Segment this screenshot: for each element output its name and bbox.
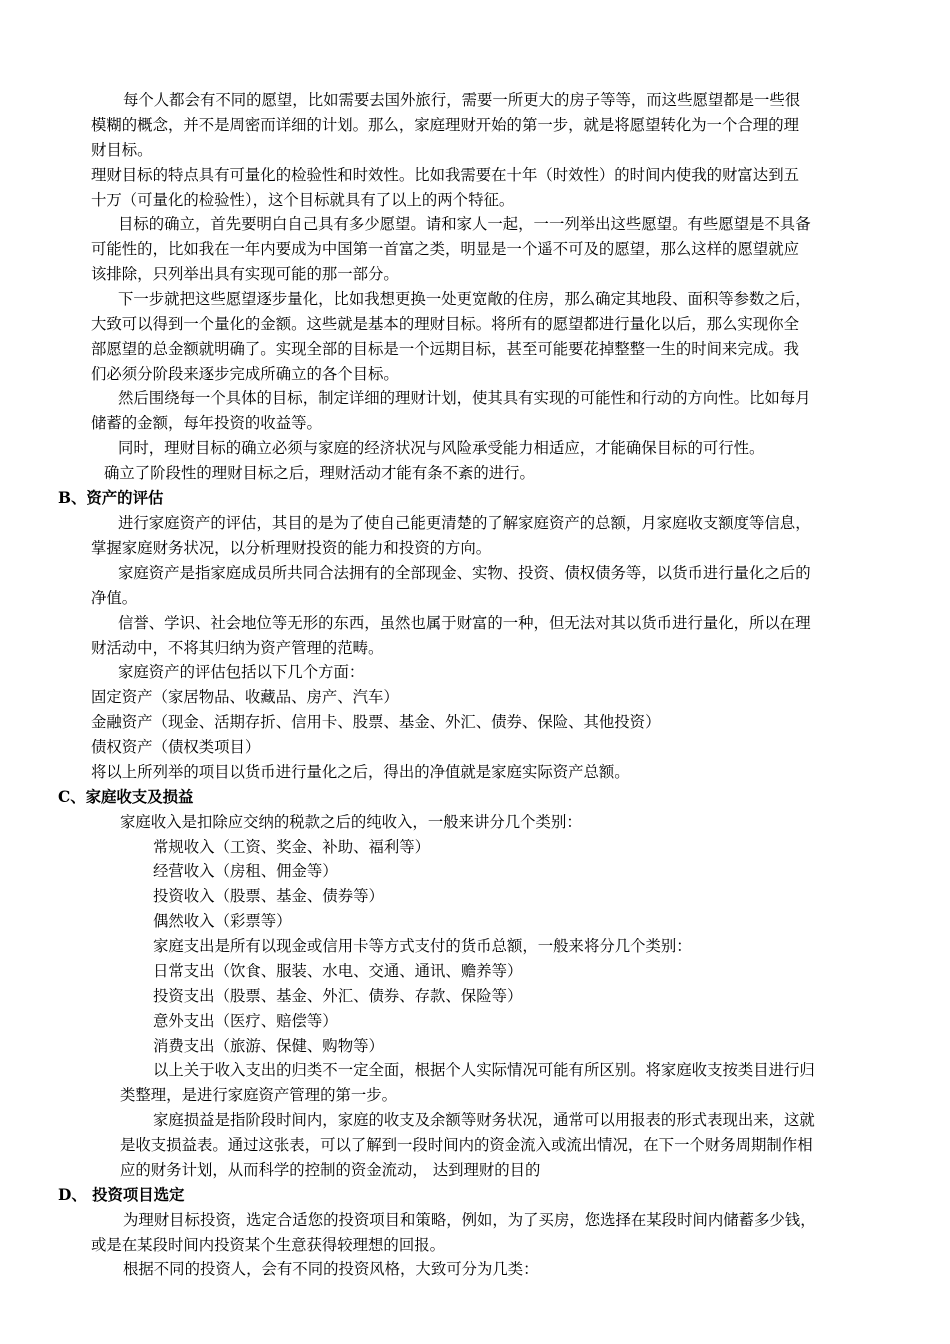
list-item: 投资收入（股票、基金、债券等） [153,887,384,905]
paragraph-line: 应的财务计划，从而科学的控制的资金流动， 达到理财的目的 [120,1161,541,1179]
paragraph-line: 下一步就把这些愿望逐步量化，比如我想更换一处更宽敞的住房，那么确定其地段、面积等参数之后， [118,290,811,308]
paragraph-line: 大致可以得到一个量化的金额。这些就是基本的理财目标。将所有的愿望都进行量化以后，那么实现你全 [91,315,799,333]
paragraph-line: 们必须分阶段来逐步完成所确立的各个目标。 [91,365,399,383]
paragraph-line: 进行家庭资产的评估，其目的是为了使自己能更清楚的了解家庭资产的总额，月家庭收支额度等信息， [118,514,811,532]
paragraph-line: 目标的确立，首先要明白自己具有多少愿望。请和家人一起，一一列举出这些愿望。有些愿望是不具备 [118,215,811,233]
section-heading-b: B、资产的评估 [58,489,164,507]
list-item: 债权资产（债权类项目） [91,738,261,756]
paragraph-line: 部愿望的总金额就明确了。实现全部的目标是一个远期目标，甚至可能要花掉整整一生的时间来完成。我 [91,340,799,358]
paragraph-line: 家庭损益是指阶段时间内，家庭的收支及余额等财务状况，通常可以用报表的形式表现出来，这就 [153,1111,815,1129]
list-item: 消费支出（旅游、保健、购物等） [153,1037,384,1055]
paragraph-line: 信誉、学识、社会地位等无形的东西，虽然也属于财富的一种，但无法对其以货币进行量化，所以在理 [118,614,811,632]
paragraph-line: 财目标。 [91,141,153,159]
paragraph-line: 储蓄的金额，每年投资的收益等。 [91,414,322,432]
paragraph-line: 每个人都会有不同的愿望，比如需要去国外旅行，需要一所更大的房子等等，而这些愿望都是一些很 [123,91,801,109]
paragraph-line: 或是在某段时间内投资某个生意获得较理想的回报。 [91,1236,445,1254]
paragraph-line: 是收支损益表。通过这张表，可以了解到一段时间内的资金流入或流出情况，在下一个财务周期制作相 [120,1136,813,1154]
paragraph-line: 家庭资产是指家庭成员所共同合法拥有的全部现金、实物、投资、债权债务等，以货币进行量化之后的 [118,564,811,582]
list-item: 经营收入（房租、佣金等） [153,862,338,880]
list-item: 金融资产（现金、活期存折、信用卡、股票、基金、外汇、债券、保险、其他投资） [91,713,661,731]
list-item: 偶然收入（彩票等） [153,912,292,930]
list-item: 固定资产（家居物品、收藏品、房产、汽车） [91,688,399,706]
list-item: 意外支出（医疗、赔偿等） [153,1012,338,1030]
paragraph-line: 根据不同的投资人，会有不同的投资风格，大致可分为几类： [123,1260,539,1278]
paragraph-line: 该排除，只列举出具有实现可能的那一部分。 [91,265,399,283]
list-item: 投资支出（股票、基金、外汇、债券、存款、保险等） [153,987,523,1005]
section-heading-d: D、 投资项目选定 [58,1186,185,1204]
paragraph-line: 净值。 [91,589,138,607]
paragraph-line: 然后围绕每一个具体的目标，制定详细的理财计划，使其具有实现的可能性和行动的方向性。比如每月 [118,389,811,407]
paragraph-line: 可能性的，比如我在一年内要成为中国第一首富之类，明显是一个遥不可及的愿望，那么这样的愿望就应 [91,240,799,258]
paragraph-line: 十万（可量化的检验性），这个目标就具有了以上的两个特征。 [91,191,515,209]
paragraph-line: 财活动中，不将其归纳为资产管理的范畴。 [91,639,384,657]
paragraph-line: 确立了阶段性的理财目标之后，理财活动才能有条不紊的进行。 [104,464,535,482]
paragraph-line: 类整理，是进行家庭资产管理的第一步。 [120,1086,398,1104]
paragraph-line: 以上关于收入支出的归类不一定全面，根据个人实际情况可能有所区别。将家庭收支按类目进行归 [153,1061,815,1079]
paragraph-line: 将以上所列举的项目以货币进行量化之后，得出的净值就是家庭实际资产总额。 [91,763,630,781]
paragraph-line: 同时，理财目标的确立必须与家庭的经济状况与风险承受能力相适应，才能确保目标的可行性。 [118,439,765,457]
list-item: 常规收入（工资、奖金、补助、福利等） [153,838,431,856]
paragraph-line: 家庭资产的评估包括以下几个方面： [118,663,365,681]
paragraph-line: 家庭支出是所有以现金或信用卡等方式支付的货币总额，一般来将分几个类别： [153,937,692,955]
paragraph-line: 理财目标的特点具有可量化的检验性和时效性。比如我需要在十年（时效性）的时间内使我的财富达到五 [91,166,799,184]
list-item: 日常支出（饮食、服装、水电、交通、通讯、赡养等） [153,962,523,980]
paragraph-line: 为理财目标投资，选定合适您的投资项目和策略，例如，为了买房，您选择在某段时间内储蓄多少钱， [123,1211,816,1229]
paragraph-line: 家庭收入是扣除应交纳的税款之后的纯收入，一般来讲分几个类别： [120,813,582,831]
paragraph-line: 模糊的概念，并不是周密而详细的计划。那么，家庭理财开始的第一步，就是将愿望转化为一个合理的理 [91,116,799,134]
paragraph-line: 掌握家庭财务状况，以分析理财投资的能力和投资的方向。 [91,539,492,557]
section-heading-c: C、家庭收支及损益 [58,788,194,806]
